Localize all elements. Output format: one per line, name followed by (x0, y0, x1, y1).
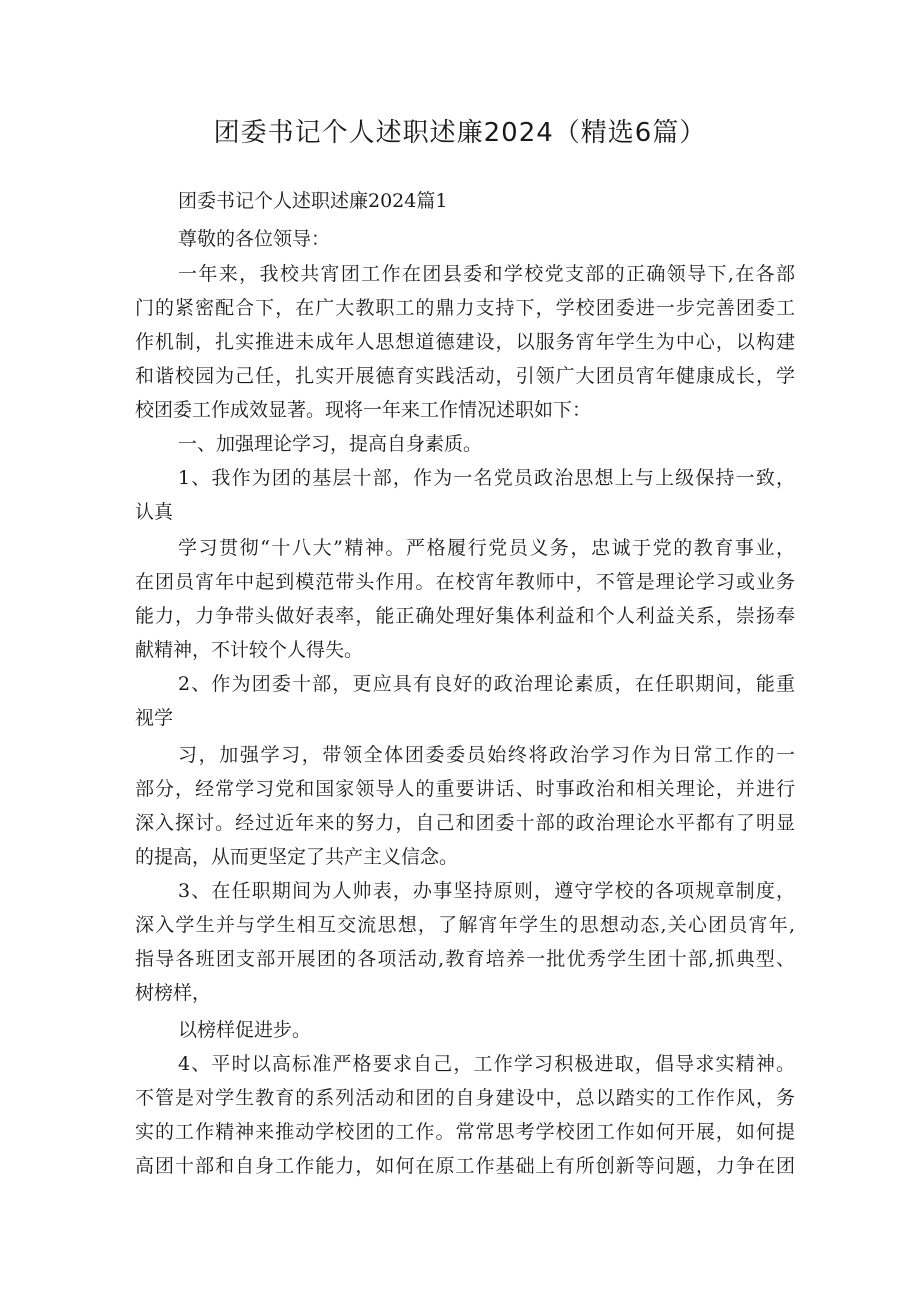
body-line: 深入学生并与学生相互交流思想，了解宵年学生的思想动态,关心团员宵年, (135, 914, 795, 936)
body-line: 以榜样促进步。 (178, 1019, 312, 1041)
body-line: 不管是对学生教育的系列活动和团的自身建设中，总以踏实的工作作风，务 (135, 1087, 795, 1109)
salutation: 尊敬的各位领导： (178, 228, 331, 250)
body-line: 3、在任职期间为人帅表，办事坚持原则，遵守学校的各项规章制度， (178, 880, 795, 902)
body-line: 深入探讨。经过近年来的努力，自己和团委十部的政治理论水平都有了明显 (135, 812, 795, 834)
subheading: 一、加强理论学习，提高自身素质。 (178, 433, 483, 455)
body-line: 献精神，不计较个人得失。 (135, 639, 364, 661)
body-line: 实的工作精神来推动学校团的工作。常常思考学校团工作如何开展，如何提 (135, 1121, 795, 1143)
body-line: 在团员宵年中起到模范带头作用。在校宵年教师中，不管是理论学习或业务 (135, 571, 795, 593)
body-line: 和谐校园为己任，扎实开展德育实践活动，引领广大团员宵年健康成长，学 (135, 365, 795, 387)
body-line: 4、平时以高标准严格要求自己，工作学习积极进取，倡导求实精神。 (178, 1053, 795, 1075)
body-line: 视学 (135, 707, 174, 729)
body-line: 校团委工作成效显著。现将一年来工作情况述职如下： (135, 399, 592, 421)
body-line: 认真 (135, 501, 174, 523)
body-line: 树榜样， (135, 982, 212, 1004)
body-line: 高团十部和自身工作能力，如何在原工作基础上有所创新等问题，力争在团 (135, 1155, 795, 1177)
body-line: 的提高，从而更坚定了共产主义信念。 (135, 846, 459, 868)
body-line: 作机制，扎实推进未成年人思想道德建设，以服务宵年学生为中心，以构建 (135, 331, 795, 353)
body-line: 能力，力争带头做好表率，能正确处理好集体利益和个人利益关系，崇扬奉 (135, 605, 795, 627)
body-line: 2、作为团委十部，更应具有良好的政治理论素质，在任职期间，能重 (178, 673, 795, 695)
body-line: 门的紧密配合下，在广大教职工的鼎力支持下，学校团委进一步完善团委工 (135, 297, 795, 319)
body-line: 一年来，我校共宵团工作在团县委和学校党支部的正确领导下,在各部 (178, 263, 795, 285)
document-title: 团委书记个人述职述廉2024（精选6篇） (213, 118, 707, 148)
body-line: 指导各班团支部开展团的各项活动,教育培养一批优秀学生团十部,抓典型、 (135, 948, 795, 970)
body-line: 学习贯彻“十八大”精神。严格履行党员义务，忠诚于党的教育事业， (178, 537, 795, 559)
section-heading: 团委书记个人述职述廉2024篇1 (178, 190, 448, 212)
body-line: 习，加强学习，带领全体团委委员始终将政治学习作为日常工作的一 (178, 744, 795, 766)
body-line: 1、我作为团的基层十部，作为一名党员政治思想上与上级保持一致， (178, 467, 795, 489)
body-line: 部分，经常学习党和国家领导人的重要讲话、时事政治和相关理论，并进行 (135, 778, 795, 800)
